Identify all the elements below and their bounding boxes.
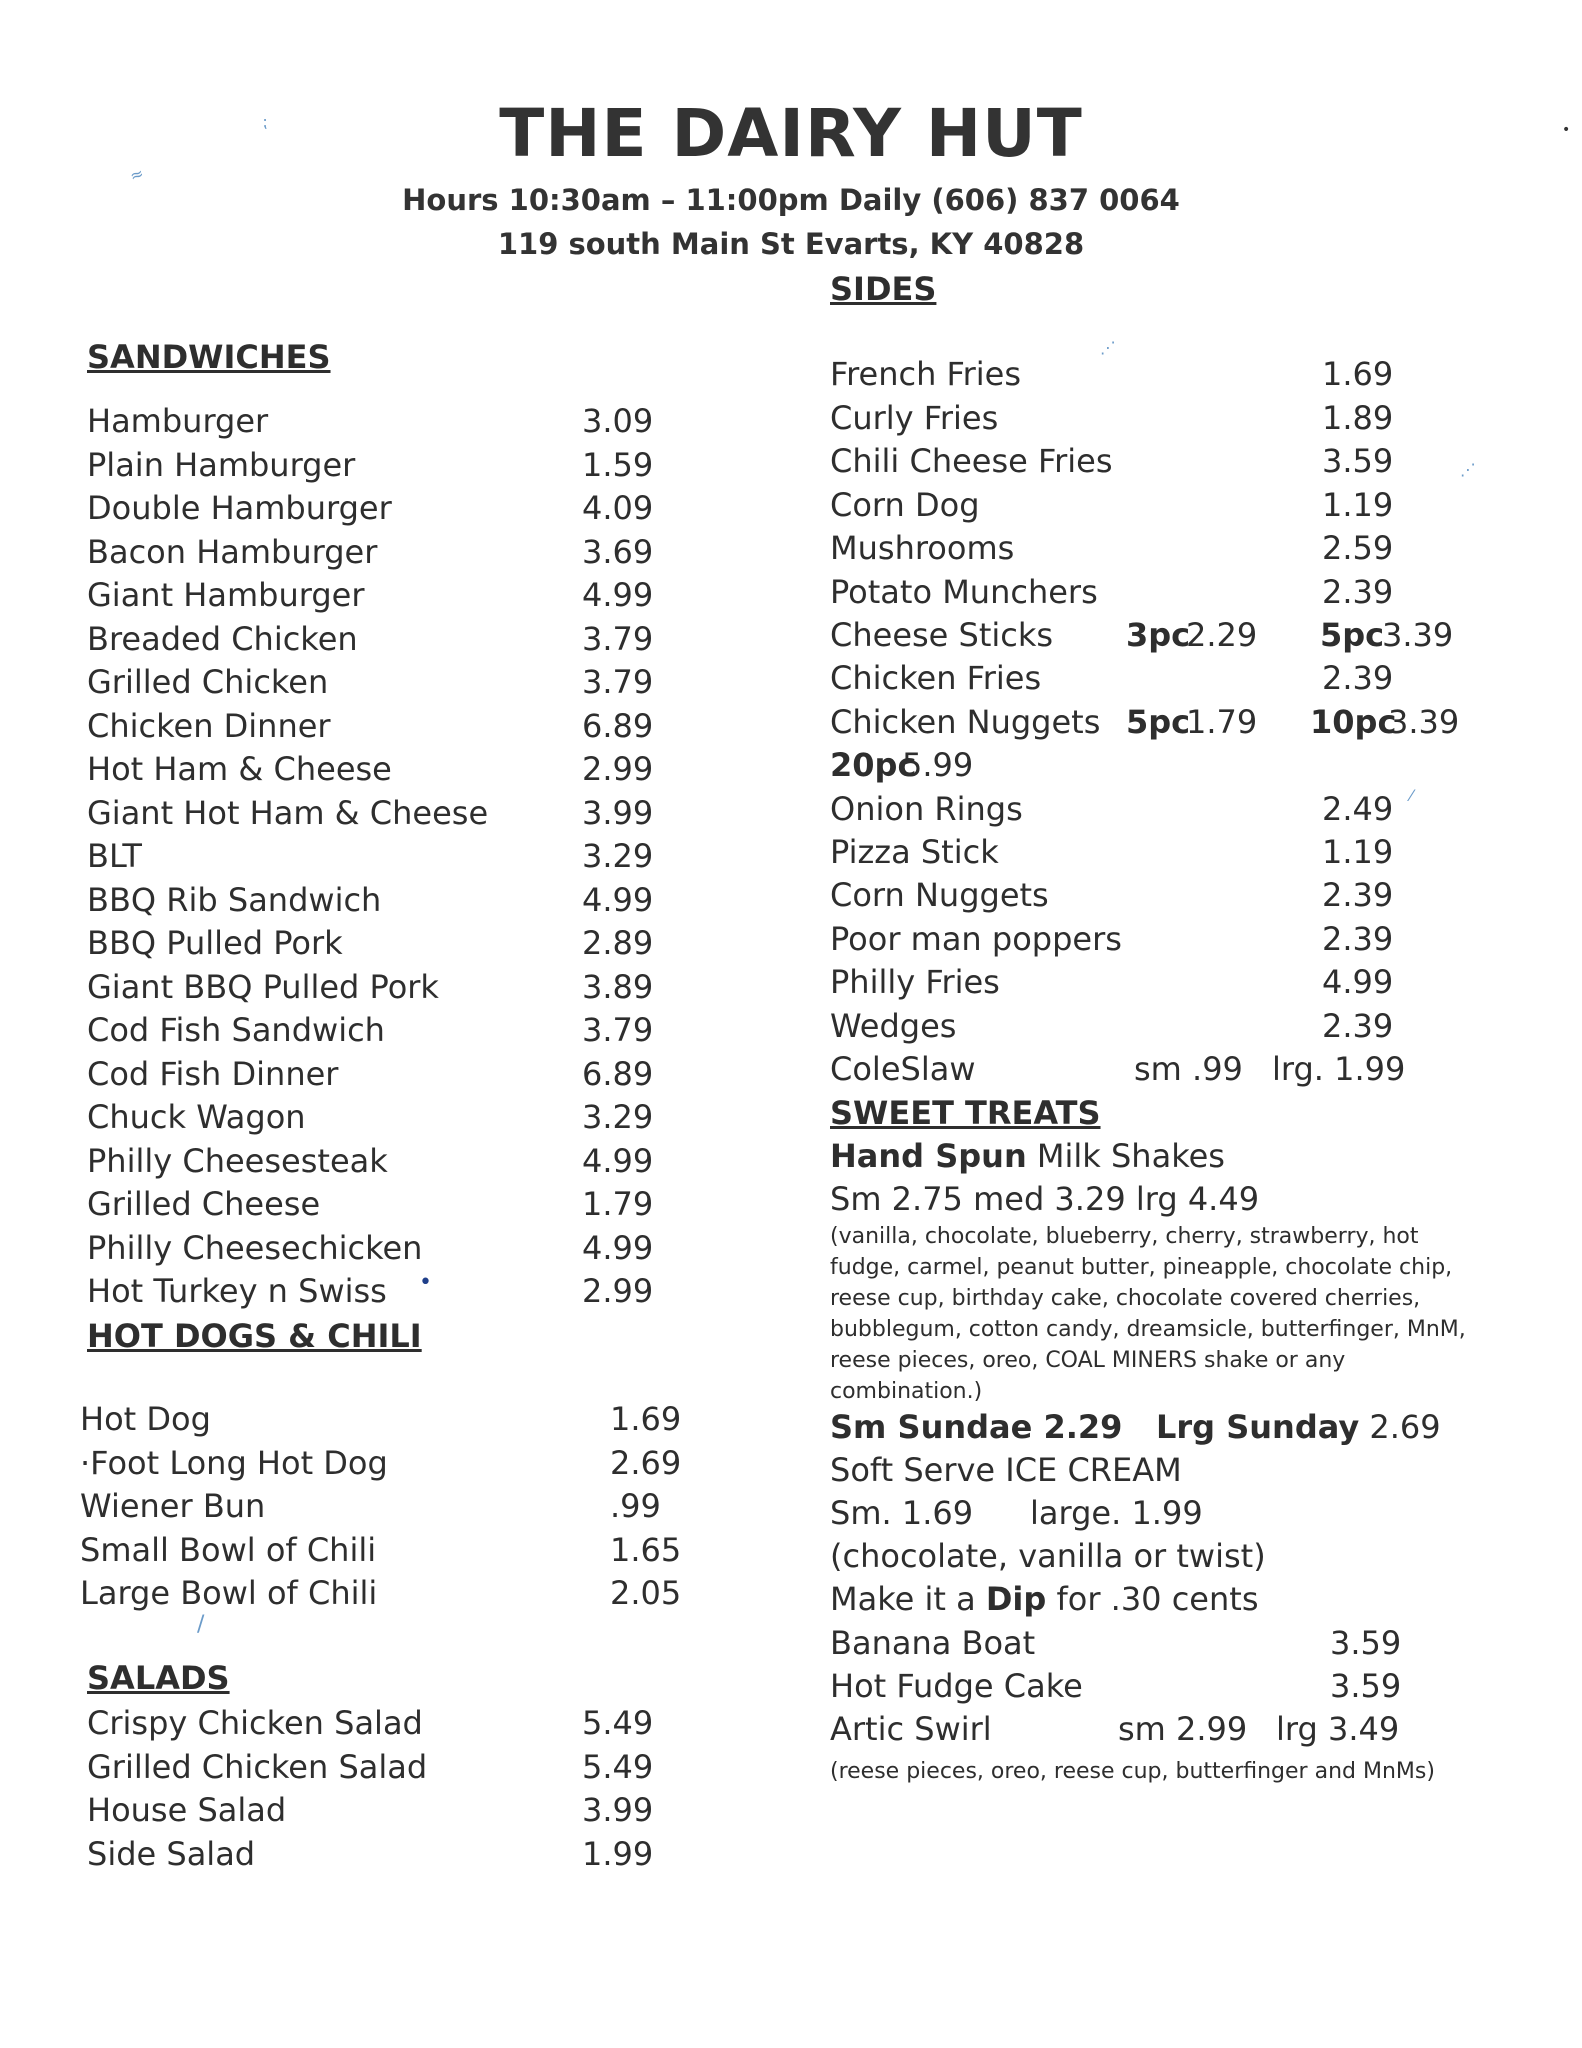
sides-item-price: 1.69 [1322,355,1394,393]
hot-fudge-cake-name: Hot Fudge Cake [830,1667,1083,1705]
sandwiches-item-price: 1.79 [582,1185,654,1223]
sides-item-price: 1.19 [1322,833,1394,871]
sides-item-name: Chicken Nuggets [830,703,1101,741]
hotdogs-item-name: Large Bowl of Chili [80,1574,378,1612]
sides-item-price: 1.19 [1322,486,1394,524]
pen-mark: • [419,1270,432,1295]
side-option-price: 3.39 [1388,703,1460,741]
sandwiches-item-price: 6.89 [582,706,654,745]
salads-item-name: House Salad [87,1791,287,1829]
sandwiches-item-name: Philly Cheesesteak [87,1141,388,1180]
side-option-price: 5.99 [902,746,974,784]
sides-item-name: Potato Munchers [830,573,1098,611]
sundae-small: Sm Sundae 2.29 [830,1408,1123,1446]
sandwiches-item-price: 3.09 [582,402,654,440]
salads-item-name: Crispy Chicken Salad [87,1704,423,1742]
sides-item-name: Mushrooms [830,529,1015,567]
sides-item-name: Poor man poppers [830,920,1122,958]
pen-mark: ⋰ [1100,338,1116,357]
sandwiches-item-name: BLT [87,837,142,875]
sandwiches-item-name: Hamburger [87,402,269,440]
pen-mark: / [197,1612,205,1637]
sundae-large-price: 2.69 [1359,1408,1441,1446]
sandwiches-item-price: 4.99 [582,1141,654,1180]
sandwiches-item-name: Cod Fish Dinner [87,1054,339,1093]
sandwiches-item-name: Philly Cheesechicken [87,1228,423,1267]
sides-item-price: 2.39 [1322,573,1394,611]
sides-item-name: Cheese Sticks [830,616,1054,654]
sandwiches-item-price: 3.79 [582,1011,654,1049]
side-option-price: 1.79 [1186,703,1258,741]
sides-item-name: Wedges [830,1007,957,1045]
salads-heading: SALADS [87,1659,230,1697]
sandwiches-item-name: Double Hamburger [87,489,392,527]
artic-swirl-mixins: (reese pieces, oreo, reese cup, butterfinger and MnMs) [830,1759,1435,1784]
sides-item-price: 2.39 [1322,876,1394,914]
dip-pre: Make it a [830,1580,986,1618]
hot-fudge-cake-price: 3.59 [1330,1667,1402,1705]
hotdogs-item-name: Small Bowl of Chili [80,1530,377,1569]
sandwiches-item-price: 1.59 [582,445,654,484]
softserve-small: Sm. 1.69 [830,1494,974,1532]
sandwiches-item-name: BBQ Pulled Pork [87,924,343,962]
sandwiches-item-name: Grilled Cheese [87,1185,321,1223]
sandwiches-item-price: 4.99 [582,576,654,614]
salads-item-name: Grilled Chicken Salad [87,1747,428,1786]
side-option-label: 5pc [1126,703,1191,741]
milkshakes-bold: Hand Spun [830,1137,1027,1175]
artic-swirl-name: Artic Swirl [830,1710,992,1748]
sides-item-price: 2.39 [1322,659,1394,697]
sides-item-price: 1.89 [1322,399,1394,437]
side-option-price: 2.29 [1186,616,1258,654]
sides-item-name: ColeSlaw [830,1050,976,1088]
sides-item-name: Chicken Fries [830,659,1042,697]
sides-item-price: 2.39 [1322,1007,1394,1045]
salads-item-name: Side Salad [87,1834,256,1873]
softserve-flavors: (chocolate, vanilla or twist) [830,1537,1266,1575]
sides-item-name: Corn Dog [830,486,980,524]
sandwiches-item-price: 3.79 [582,663,654,701]
sides-item-name: French Fries [830,355,1022,393]
sandwiches-item-name: Hot Ham & Cheese [87,750,392,788]
sandwiches-item-price: 3.79 [582,619,654,658]
sandwiches-item-name: Giant BBQ Pulled Pork [87,967,439,1006]
sandwiches-item-price: 2.99 [582,1272,654,1310]
sandwiches-item-price: 4.09 [582,489,654,527]
sides-item-name: Corn Nuggets [830,876,1049,914]
sandwiches-heading: SANDWICHES [87,338,331,376]
address: 119 south Main St Evarts, KY 40828 [497,227,1085,261]
sides-heading: SIDES [830,270,937,308]
sides-item-price: 3.59 [1322,442,1394,480]
sweet-treats-heading: SWEET TREATS [830,1094,1101,1132]
milkshakes-rest: Milk Shakes [1026,1137,1225,1175]
salads-item-price: 5.49 [582,1704,654,1742]
sandwiches-item-price: 6.89 [582,1054,654,1093]
side-option-label: 10pc [1310,703,1397,741]
sandwiches-item-price: 4.99 [582,1228,654,1267]
side-size-small: sm .99 [1134,1050,1243,1088]
sandwiches-item-name: Chicken Dinner [87,706,331,745]
sandwiches-item-name: Hot Turkey n Swiss [87,1272,387,1310]
sides-item-name: Chili Cheese Fries [830,442,1113,480]
sandwiches-item-name: Plain Hamburger [87,445,356,484]
sandwiches-item-price: 2.99 [582,750,654,788]
sides-item-name: Pizza Stick [830,833,999,871]
sandwiches-item-price: 3.29 [582,837,654,875]
hotdogs-item-name: Hot Dog [80,1400,211,1438]
sandwiches-item-name: Cod Fish Sandwich [87,1011,385,1049]
sandwiches-item-name: Grilled Chicken [87,663,329,701]
sides-item-price: 2.49 [1322,790,1394,828]
sandwiches-item-name: Giant Hot Ham & Cheese [87,793,489,832]
salads-item-price: 1.99 [582,1834,654,1873]
sides-item-name: Onion Rings [830,790,1023,828]
dip-post: for .30 cents [1046,1580,1259,1618]
side-option-label: 5pc [1320,616,1385,654]
side-size-large: lrg. 1.99 [1272,1050,1406,1088]
salads-item-price: 5.49 [582,1747,654,1786]
artic-swirl-large: lrg 3.49 [1276,1710,1400,1748]
sides-item-price: 2.59 [1322,529,1394,567]
hours-phone: Hours 10:30am – 11:00pm Daily (606) 837 0064 [402,183,1180,217]
softserve-large: large. 1.99 [1030,1494,1203,1532]
pen-mark: ≈ [127,163,147,186]
hotdogs-item-price: 2.69 [610,1443,682,1482]
hotdogs-heading: HOT DOGS & CHILI [87,1317,422,1355]
pen-mark: ⋰ [1460,460,1476,479]
hotdogs-item-price: 1.65 [610,1530,682,1569]
pen-mark: ⁄ [1410,786,1413,805]
sides-item-name: Curly Fries [830,399,999,437]
pen-mark: ⁏ [262,112,268,131]
milkshakes-title [830,1137,1225,1175]
banana-boat-price: 3.59 [1330,1624,1402,1662]
salads-item-price: 3.99 [582,1791,654,1829]
side-option-label: 20pc [830,746,917,784]
sandwiches-item-name: Chuck Wagon [87,1098,306,1136]
sides-item-price: 2.39 [1322,920,1394,958]
dip-bold: Dip [985,1580,1047,1618]
restaurant-title: THE DAIRY HUT [499,95,1083,172]
sandwiches-item-name: Giant Hamburger [87,576,365,614]
milkshakes-sizes: Sm 2.75 med 3.29 lrg 4.49 [830,1180,1260,1218]
sandwiches-item-price: 3.29 [582,1098,654,1136]
sandwiches-item-price: 3.89 [582,967,654,1006]
side-option-price: 3.39 [1382,616,1454,654]
sundae-large-bold: Lrg Sunday [1156,1408,1360,1446]
sandwiches-item-price: 3.69 [582,532,654,571]
hotdogs-item-name: ·Foot Long Hot Dog [80,1443,388,1482]
side-option-label: 3pc [1126,616,1191,654]
sides-item-name: Philly Fries [830,963,1000,1001]
sundae-large [1156,1408,1441,1446]
softserve-title: Soft Serve ICE CREAM [830,1451,1182,1489]
sides-item-price: 4.99 [1322,963,1394,1001]
sandwiches-item-name: BBQ Rib Sandwich [87,880,382,919]
sandwiches-item-price: 2.89 [582,924,654,962]
pen-mark: • [1562,122,1571,138]
dip-line [830,1580,1258,1618]
sandwiches-item-name: Breaded Chicken [87,619,358,658]
sandwiches-item-name: Bacon Hamburger [87,532,378,571]
sandwiches-item-price: 3.99 [582,793,654,832]
hotdogs-item-name: Wiener Bun [80,1487,266,1525]
hotdogs-item-price: .99 [610,1487,661,1525]
artic-swirl-small: sm 2.99 [1118,1710,1248,1748]
milkshakes-flavors: (vanilla, chocolate, blueberry, cherry, strawberry, hot fudge, carmel, peanut butter, pineapple, chocolate chip, reese cup, birthday cake, chocolate covered cherries, bubblegum, cotton candy, dreamsicle, butterfinger, MnM, reese pieces, oreo, COAL MINERS shake or any combination.) [830,1224,1466,1404]
sandwiches-item-price: 4.99 [582,880,654,919]
hotdogs-item-price: 1.69 [610,1400,682,1438]
banana-boat-name: Banana Boat [830,1624,1036,1662]
hotdogs-item-price: 2.05 [610,1574,682,1612]
